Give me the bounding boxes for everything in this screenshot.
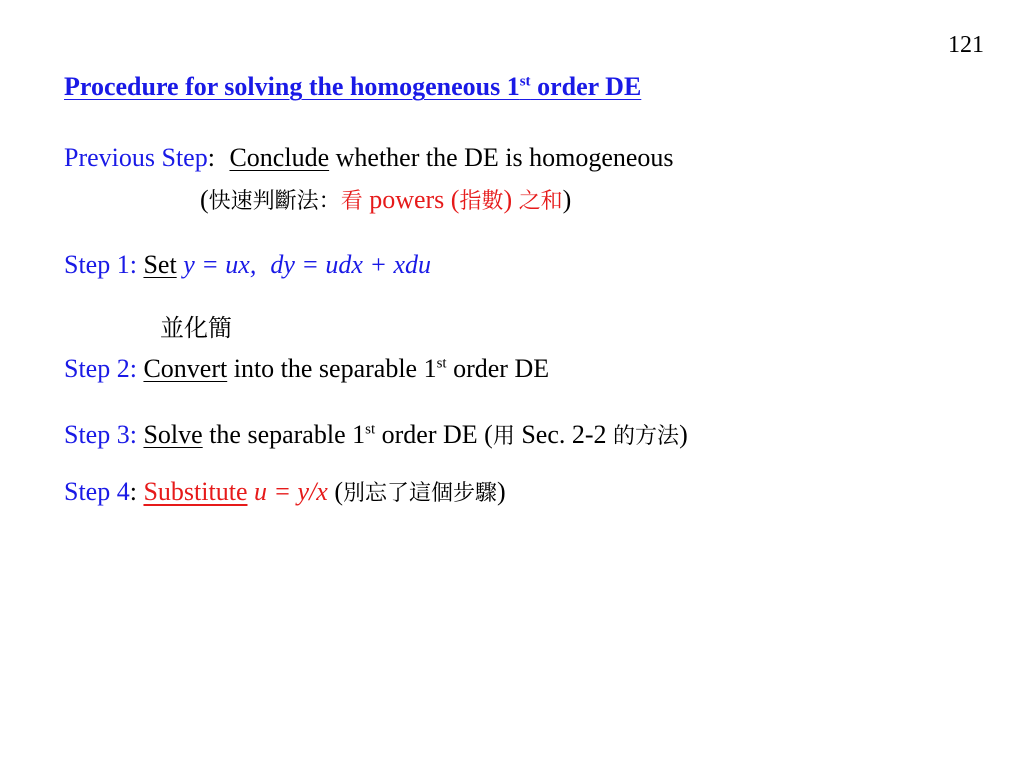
- note-red-cjk2: 指數: [459, 189, 504, 214]
- note-red-en2: ): [503, 185, 519, 214]
- title-main: Procedure for solving the homogeneous 1: [64, 72, 520, 101]
- note-red-cjk3: 之和: [518, 189, 563, 214]
- step4-colon: :: [129, 477, 137, 506]
- step1-label: Step 1:: [64, 250, 137, 279]
- step3-close: ): [679, 420, 688, 449]
- step4-verb: Substitute: [143, 477, 248, 506]
- step1-line: [64, 250, 431, 280]
- step3-line: [64, 419, 688, 450]
- note-cjk: 快速判斷法：: [208, 189, 341, 214]
- step3-cjk1: 用: [492, 424, 515, 449]
- step1-verb: Set: [143, 250, 177, 279]
- previous-step-note: [200, 184, 571, 215]
- step4-label: Step 4: [64, 477, 130, 506]
- step3-verb: Solve: [143, 420, 203, 449]
- slide-title: [64, 72, 641, 102]
- step4-cjk: 別忘了這個步驟: [343, 481, 498, 506]
- previous-step-label: Previous Step: [64, 143, 208, 172]
- note-red-cjk1: 看: [340, 189, 363, 214]
- previous-step-colon: :: [207, 143, 215, 172]
- step3-text: the separable 1: [202, 420, 366, 449]
- note-close: ): [562, 185, 572, 214]
- previous-step-verb: Conclude: [229, 143, 330, 172]
- note-open: (: [200, 185, 209, 214]
- step3-label: Step 3:: [64, 420, 137, 449]
- step2-line: [64, 354, 549, 384]
- step3-sec: Sec. 2-2: [514, 420, 614, 449]
- page-number: 121: [948, 32, 984, 58]
- step2-verb: Convert: [143, 354, 228, 383]
- step2-tail: order DE: [446, 354, 550, 383]
- step1-eq2: dy = udx + xdu: [270, 250, 432, 279]
- step4-eq: u = y/x: [253, 477, 328, 506]
- title-superscript: st: [519, 73, 531, 90]
- step2-label: Step 2:: [64, 354, 137, 383]
- step3-tail: order DE (: [375, 420, 493, 449]
- step4-close: ): [497, 477, 506, 506]
- note-red-en: powers (: [362, 185, 460, 214]
- previous-step-line: [64, 143, 674, 173]
- step1-sub: 並化簡: [160, 314, 232, 342]
- step4-line: [64, 476, 506, 507]
- title-tail: order DE: [530, 72, 642, 101]
- previous-step-text: whether the DE is homogeneous: [329, 143, 674, 172]
- step1-eq1: y = ux,: [183, 250, 257, 279]
- step2-sup: st: [436, 355, 447, 372]
- step2-text: into the separable 1: [227, 354, 437, 383]
- step4-open: (: [327, 477, 344, 506]
- step3-sup: st: [365, 421, 376, 438]
- step3-cjk2: 的方法: [613, 424, 680, 449]
